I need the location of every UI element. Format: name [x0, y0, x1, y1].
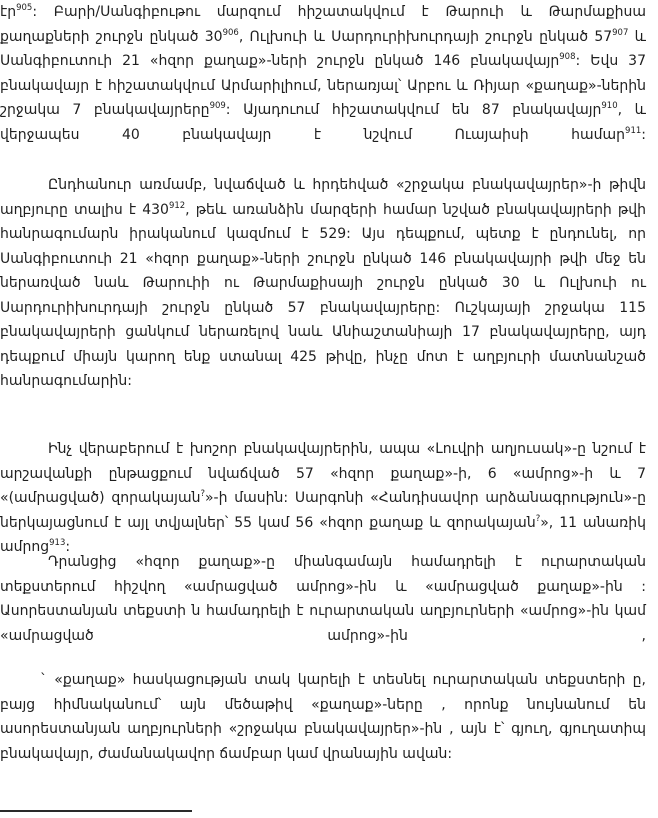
footnote-marker: ?: [200, 489, 205, 499]
footnote-marker: 911: [625, 125, 642, 136]
text-run: », 11 անառիկ ամրոց: [0, 514, 646, 555]
text-run: , Ուլխուի և Սարդուրիխուրդայի շուրջն ընկած 57: [238, 28, 613, 45]
paragraph-3: [0, 437, 646, 560]
footnote-marker: ?: [535, 513, 541, 524]
footnote-marker: 905: [16, 3, 33, 13]
text-run: էր: [0, 4, 17, 20]
text-run: :: [641, 126, 646, 143]
paragraph-1: [0, 0, 646, 147]
paragraph-5: [0, 668, 646, 766]
footnote-marker: 907: [612, 27, 629, 38]
footnote-marker: 908: [559, 52, 576, 62]
text-run: Ընդհանուր առմամբ, նվաճված և հրդեհված «շրջակա բնակավայրեր»-ի թիվն աղբյուրը տալիս է 430: [0, 177, 646, 218]
footnote-separator: [0, 810, 192, 812]
footnote-marker: 912: [168, 200, 186, 211]
footnote-marker: 913: [49, 538, 66, 548]
text-run: »-ի մասին: Սարգոնի «Հանդիսավոր արձանագրություն»-ը ներկայացնում է այլ տվյալներ՝ 55 կամ 56 «հզոր քաղաք և զորակայան: [0, 490, 646, 531]
paragraph-4: [0, 550, 646, 648]
text-run: , և վերջապես 40 բնակավայր է նշվում Ուայաիսի համար: [0, 102, 646, 143]
text-run: : Այադուում հիշատակվում են 87 բնակավայր: [225, 102, 602, 118]
text-run: :: [65, 539, 71, 555]
text-run: և Սանգիբուտուի 21 «հզոր քաղաք»-ների շուրջն ընկած 146 բնակավայր: [0, 28, 647, 69]
footnote-marker: 909: [209, 101, 226, 111]
paragraph-2: [0, 173, 646, 394]
text-run: : Եվս 37 բնակավայր է հիշատակվում Արմարիլիում, ներառյալ՝ Արբու և Ռիյար «քաղաք»-ներին շրջակա 7 բնակավայրերը: [0, 53, 646, 118]
footnote-marker: 910: [601, 101, 618, 111]
footnote-marker: 906: [222, 27, 239, 38]
text-run: ` «քաղաք» հասկացության տակ կարելի է տեսնել ուրարտական տեքստերի ը, բայց հիմնականում՝ այն մեծաթիվ «քաղաք»-ները , որոնք նույնանում են ասորեստանյան աղբյուրների «շրջակա բնակավայրեր»-ին , այն է՝ գյուղ, գյուղատիպ բնակավայր, ժամանակավոր ճամբար կամ վրանային ավան:: [0, 672, 646, 762]
text-run: Ինչ վերաբերում է խոշոր բնակավայրերին, ապա «Լուվրի աղյուսակ»-ը նշում է արշավանքի ընթացքում նվաճված 57 «հզոր քաղաք»-ի, 6 «ամրոց»-ի և 7 «(ամրացված) զորակայան: [0, 441, 646, 506]
text-run: : Բարի/Սանգիբութու մարզում հիշատակվում է Թարուի և Թարմաքիսա քաղաքների շուրջն ընկած 30: [0, 4, 646, 45]
text-run: Դրանցից «հզոր քաղաք»-ը միանգամայն համադրելի է ուրարտական տեքստերում հիշվող «ամրացված ամրոց»-ին և «ամրացված քաղաք»-ին : Ասորեստանյան տեքստի ն համադրելի է ուրարտական աղբյուրների «ամրոց»-ին կամ «ամրացված ամրոց»-ին ,: [0, 554, 646, 644]
text-run: , թեև առանձին մարզերի համար նշված բնակավայրերի թվի հանրագումարն իրականում կազմում է 529: Այս դեպքում, պետք է ընդունել, որ Սանգիբուտուի 21 «հզոր քաղաք»-ների շուրջն ընկած 146 բնակավայրի թվի մեջ են ներառված նաև Թարուիի ու Թարմաքիսայի շուրջն ընկած 30 և Ուլխուի ու Սարդուրիխուրդայի շուրջն ընկած 57 բնակավայրերը: Ուշկայայի շրջակա 115 բնակավայրերի ցանկում ներառելով նաև Անիաշտանիայի 17 բնակավայրերը, այդ դեպքում միայն կարող ենք ստանալ 425 թիվը, ինչը մոտ է աղբյուրի մատնանշած հանրագումարին:: [0, 201, 646, 389]
